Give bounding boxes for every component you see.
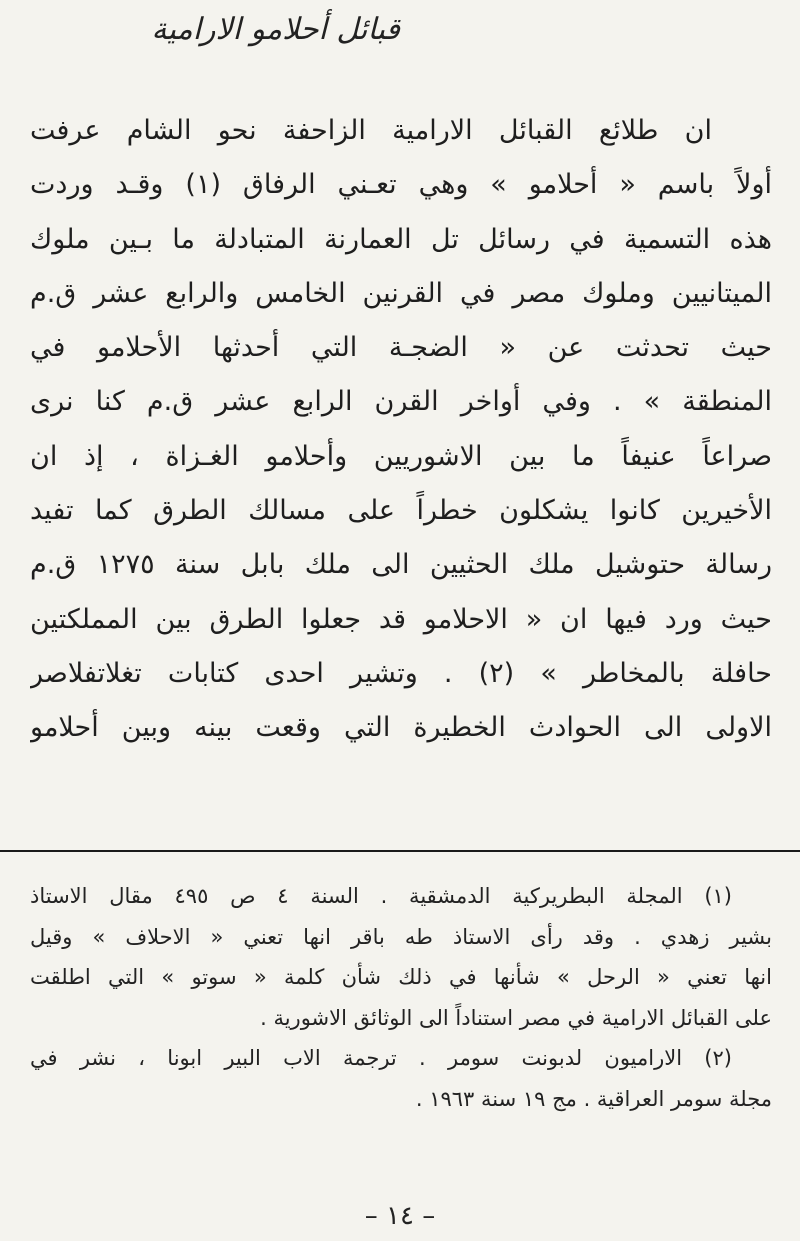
body-line: الأخيرين كانوا يشكلون خطراً على مسالك الطرق كما تفيد	[30, 495, 772, 527]
footnote-line: (٢) الاراميون لدبونت سومر . ترجمة الاب البير ابونا ، نشر في	[30, 1046, 732, 1070]
body-line: الاولى الى الحوادث الخطيرة التي وقعت بينه وبين أحلامو	[30, 712, 772, 744]
page-number: – ١٤ –	[364, 1201, 436, 1231]
body-line: حيث تحدثت عن « الضجـة التي أحدثها الأحلامو في	[30, 332, 772, 364]
body-line: حيث ورد فيها ان « الاحلامو قد جعلوا الطرق بين المملكتين	[30, 603, 772, 635]
footnote-line: على القبائل الارامية في مصر استناداً الى الوثائق الاشورية .	[260, 1005, 772, 1030]
footnote-divider	[0, 850, 800, 852]
footnote-line: بشير زهدي . وقد رأى الاستاذ طه باقر انها تعني « الاحلاف » وقيل	[30, 924, 772, 949]
body-line: ان طلائع القبائل الارامية الزاحفة نحو الشام عرفت	[30, 115, 712, 146]
running-header: قبائل أحلامو الارامية	[151, 12, 400, 47]
footnote-line: مجلة سومر العراقية . مج ١٩ سنة ١٩٦٣ .	[415, 1086, 772, 1111]
body-line: حافلة بالمخاطر » (٢) . وتشير احدى كتابات تغلاتفلاصر	[30, 657, 772, 689]
body-line: أولاً باسم « أحلامو » وهي تعـني الرفاق (١) وقـد وردت	[30, 169, 772, 201]
body-line: المنطقة » . وفي أواخر القرن الرابع عشر ق.م كنا نرى	[30, 386, 772, 418]
footnote-line: انها تعني « الرحل » شأنها في ذلك شأن كلمة « سوتو » التي اطلقت	[30, 965, 772, 989]
body-line: هذه التسمية في رسائل تل العمارنة المتبادلة ما بـين ملوك	[30, 223, 772, 255]
footnotes	[30, 876, 772, 1119]
body-text	[30, 104, 772, 756]
body-line: الميتانيين وملوك مصر في القرنين الخامس والرابع عشر ق.م	[30, 277, 772, 309]
body-line: صراعاً عنيفاً ما بين الاشوريين وأحلامو الغـزاة ، إذ ان	[30, 440, 772, 472]
footnote-line: (١) المجلة البطريركية الدمشقية . السنة ٤ ص ٤٩٥ مقال الاستاذ	[30, 884, 732, 908]
body-line: رسالة حتوشيل ملك الحثيين الى ملك بابل سنة ١٢٧٥ ق.م	[30, 549, 772, 581]
